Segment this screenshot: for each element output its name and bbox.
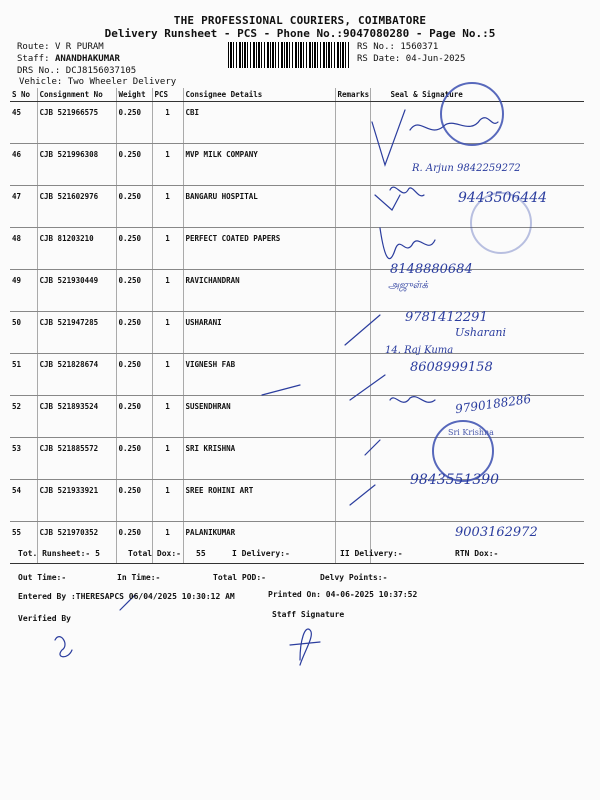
cell-pcs: 1 <box>152 522 183 564</box>
cell-consignment: CJB 521885572 <box>37 438 116 480</box>
cell-weight: 0.250 <box>116 228 152 270</box>
cell-consignee: SUSENDHRAN <box>183 396 335 438</box>
cell-pcs: 1 <box>152 312 183 354</box>
cell-consignee: CBI <box>183 102 335 144</box>
cell-weight: 0.250 <box>116 270 152 312</box>
cell-consignee: PERFECT COATED PAPERS <box>183 228 335 270</box>
i-delivery: I Delivery:- <box>232 549 290 558</box>
handwriting-row-50b: Usharani <box>455 326 506 339</box>
col-sno: S No <box>10 88 37 102</box>
route-line: Route: V R PURAM <box>17 42 104 52</box>
cell-consignee: MVP MILK COMPANY <box>183 144 335 186</box>
drs-line: DRS No.: DCJ8156037105 <box>17 66 137 76</box>
total-dox-label: Total Dox:- <box>128 549 181 558</box>
cell-consignment: CJB 521933921 <box>37 480 116 522</box>
total-pod: Total POD:- <box>213 573 266 582</box>
cell-consignment: CJB 521947285 <box>37 312 116 354</box>
cell-weight: 0.250 <box>116 438 152 480</box>
cell-consignment: CJB 521996308 <box>37 144 116 186</box>
entered-by: Entered By :THERESAPCS 06/04/2025 10:30:12 AM <box>18 592 235 601</box>
rtn-dox: RTN Dox:- <box>455 549 499 558</box>
cell-consignment: CJB 521966575 <box>37 102 116 144</box>
cell-sno: 50 <box>10 312 37 354</box>
cell-consignee: RAVICHANDRAN <box>183 270 335 312</box>
rs-no-value: 1560371 <box>400 42 439 52</box>
handwriting-row-54: 9843551390 <box>410 472 500 488</box>
cell-pcs: 1 <box>152 270 183 312</box>
staff-line: Staff: ANANDHAKUMAR <box>17 54 120 64</box>
vehicle-value: Two Wheeler Delivery <box>67 77 177 87</box>
cell-consignee: USHARANI <box>183 312 335 354</box>
runsheet-title: THE PROFESSIONAL COURIERS, COIMBATORE <box>173 14 427 27</box>
cell-weight: 0.250 <box>116 144 152 186</box>
staff-value: ANANDHAKUMAR <box>54 54 120 64</box>
cell-consignee: SREE ROHINI ART <box>183 480 335 522</box>
cell-consignment: CJB 521893524 <box>37 396 116 438</box>
cell-pcs: 1 <box>152 396 183 438</box>
cell-consignee: PALANIKUMAR <box>183 522 335 564</box>
col-consignment: Consignment No <box>37 88 116 102</box>
cell-weight: 0.250 <box>116 480 152 522</box>
cell-consignment: CJB 521602976 <box>37 186 116 228</box>
col-consignee: Consignee Details <box>183 88 335 102</box>
cell-sno: 49 <box>10 270 37 312</box>
cell-weight: 0.250 <box>116 186 152 228</box>
sri-krishna-stamp: Sri Krishna <box>432 420 494 482</box>
ii-delivery: II Delivery:- <box>340 549 403 558</box>
col-remarks: Remarks <box>335 88 370 102</box>
printed-on: Printed On: 04-06-2025 10:37:52 <box>268 590 418 599</box>
handwriting-row-49b: அஜுள்க் <box>388 280 429 291</box>
cell-consignee: BANGARU HOSPITAL <box>183 186 335 228</box>
cell-sno: 45 <box>10 102 37 144</box>
cell-sno: 52 <box>10 396 37 438</box>
cell-consignment: CJB 81203210 <box>37 228 116 270</box>
rs-date-value: 04-Jun-2025 <box>405 54 466 64</box>
route-value: V R PURAM <box>54 42 104 52</box>
rs-date-line: RS Date: 04-Jun-2025 <box>357 54 466 64</box>
cell-pcs: 1 <box>152 354 183 396</box>
cell-sno: 55 <box>10 522 37 564</box>
cell-weight: 0.250 <box>116 312 152 354</box>
handwriting-row-52: 9790188286 <box>454 391 532 417</box>
handwriting-row-47: 9443506444 <box>458 190 548 206</box>
handwriting-row-49a: 8148880684 <box>390 262 473 277</box>
total-dox-value: 55 <box>196 549 206 558</box>
cell-pcs: 1 <box>152 144 183 186</box>
cell-consignment: CJB 521930449 <box>37 270 116 312</box>
rs-no-line: RS No.: 1560371 <box>357 42 439 52</box>
out-time: Out Time:- <box>18 573 67 582</box>
col-pcs: PCS <box>152 88 183 102</box>
handwriting-row-51b: 8608999158 <box>410 360 493 375</box>
cell-weight: 0.250 <box>116 396 152 438</box>
cell-sno: 51 <box>10 354 37 396</box>
cell-pcs: 1 <box>152 186 183 228</box>
cell-pcs: 1 <box>152 480 183 522</box>
cell-pcs: 1 <box>152 228 183 270</box>
tot-runsheet: Tot. Runsheet:- 5 <box>18 549 100 558</box>
cell-consignee: SRI KRISHNA <box>183 438 335 480</box>
cell-weight: 0.250 <box>116 102 152 144</box>
vehicle-line: Vehicle: Two Wheeler Delivery <box>19 77 177 87</box>
cell-consignee: VIGNESH FAB <box>183 354 335 396</box>
col-signature: Seal & Signature <box>370 88 584 102</box>
cell-pcs: 1 <box>152 102 183 144</box>
cell-pcs: 1 <box>152 438 183 480</box>
cell-sno: 48 <box>10 228 37 270</box>
runsheet-subtitle: Delivery Runsheet - PCS - Phone No.:9047080280 - Page No.:5 <box>104 27 496 40</box>
cell-weight: 0.250 <box>116 522 152 564</box>
cell-consignment: CJB 521828674 <box>37 354 116 396</box>
handwriting-row-50a: 9781412291 <box>405 310 488 325</box>
delvy-points: Delvy Points:- <box>320 573 388 582</box>
handwriting-row-55: 9003162972 <box>455 525 538 540</box>
cell-sno: 53 <box>10 438 37 480</box>
col-weight: Weight <box>116 88 152 102</box>
handwriting-row-51a: 14. Raj Kuma <box>385 345 454 356</box>
handwriting-row-46: R. Arjun 9842259272 <box>412 163 521 174</box>
drs-value: DCJ8156037105 <box>65 66 137 76</box>
in-time: In Time:- <box>117 573 161 582</box>
cell-sno: 46 <box>10 144 37 186</box>
verified-by: Verified By <box>18 614 71 623</box>
cell-consignment: CJB 521970352 <box>37 522 116 564</box>
staff-signature-label: Staff Signature <box>272 610 345 619</box>
cell-sno: 54 <box>10 480 37 522</box>
cell-weight: 0.250 <box>116 354 152 396</box>
cell-sno: 47 <box>10 186 37 228</box>
